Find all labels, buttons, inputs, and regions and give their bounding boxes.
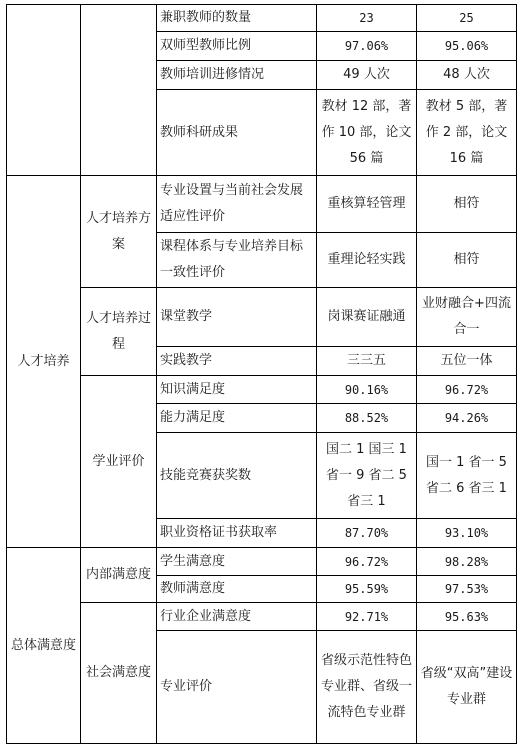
item-major-adaptability: 专业设置与当前社会发展适应性评价 [157,176,317,233]
item-major-evaluation: 专业评价 [157,631,317,744]
level2-cell-training-plan: 人才培养方案 [81,176,157,288]
level2-cell-teachers [81,5,157,176]
value-b: 98.28% [417,548,517,576]
value-a: 重核算轻管理 [317,176,417,233]
item-curriculum-consistency: 课程体系与专业培养目标一致性评价 [157,233,317,288]
value-b: 48 人次 [417,61,517,90]
value-a: 97.06% [317,32,417,61]
value-b: 业财融合+四流合一 [417,288,517,347]
value-a: 49 人次 [317,61,417,90]
item-research-output: 教师科研成果 [157,90,317,176]
table-row [7,603,517,631]
item-industry-satisfaction: 行业企业满意度 [157,603,317,631]
value-b: 相符 [417,233,517,288]
value-a: 96.72% [317,548,417,576]
value-a: 87.70% [317,519,417,548]
value-b: 96.72% [417,376,517,404]
item-practice-teaching: 实践教学 [157,347,317,376]
level2-cell-academic-evaluation: 学业评价 [81,376,157,548]
item-dual-teacher-ratio: 双师型教师比例 [157,32,317,61]
item-ability-satisfaction: 能力满足度 [157,404,317,433]
level1-cell-talent-training: 人才培养 [7,176,81,548]
value-a: 国二 1 国三 1 省一 9 省二 5 省三 1 [317,433,417,519]
value-a: 重理论轻实践 [317,233,417,288]
value-a: 岗课赛证融通 [317,288,417,347]
item-teacher-satisfaction: 教师满意度 [157,576,317,603]
value-a: 省级示范性特色专业群、省级一流特色专业群 [317,631,417,744]
item-knowledge-satisfaction: 知识满足度 [157,376,317,404]
item-classroom-teaching: 课堂教学 [157,288,317,347]
value-b: 国一 1 省一 5 省二 6 省三 1 [417,433,517,519]
value-b: 95.06% [417,32,517,61]
item-certificate-rate: 职业资格证书获取率 [157,519,317,548]
value-b: 25 [417,5,517,32]
value-a: 三三五 [317,347,417,376]
item-teacher-training: 教师培训进修情况 [157,61,317,90]
value-a: 教材 12 部，著作 10 部，论文 56 篇 [317,90,417,176]
table-row [7,288,517,347]
value-b: 97.53% [417,576,517,603]
item-skill-competition-awards: 技能竞赛获奖数 [157,433,317,519]
table-row [7,5,517,32]
value-b: 五位一体 [417,347,517,376]
level2-cell-internal-satisfaction: 内部满意度 [81,548,157,603]
table-row [7,176,517,233]
value-b: 95.63% [417,603,517,631]
level2-cell-training-process: 人才培养过程 [81,288,157,376]
item-student-satisfaction: 学生满意度 [157,548,317,576]
item-part-time-teachers: 兼职教师的数量 [157,5,317,32]
value-a: 92.71% [317,603,417,631]
value-b: 相符 [417,176,517,233]
evaluation-table [6,4,517,744]
value-a: 90.16% [317,376,417,404]
level1-cell-teachers [7,5,81,176]
value-a: 23 [317,5,417,32]
value-a: 88.52% [317,404,417,433]
value-b: 省级“双高”建设专业群 [417,631,517,744]
value-b: 教材 5 部，著作 2 部，论文 16 篇 [417,90,517,176]
table-row [7,548,517,576]
value-b: 94.26% [417,404,517,433]
level2-cell-social-satisfaction: 社会满意度 [81,603,157,744]
value-b: 93.10% [417,519,517,548]
value-a: 95.59% [317,576,417,603]
table-row [7,376,517,404]
level1-cell-overall-satisfaction: 总体满意度 [7,548,81,744]
